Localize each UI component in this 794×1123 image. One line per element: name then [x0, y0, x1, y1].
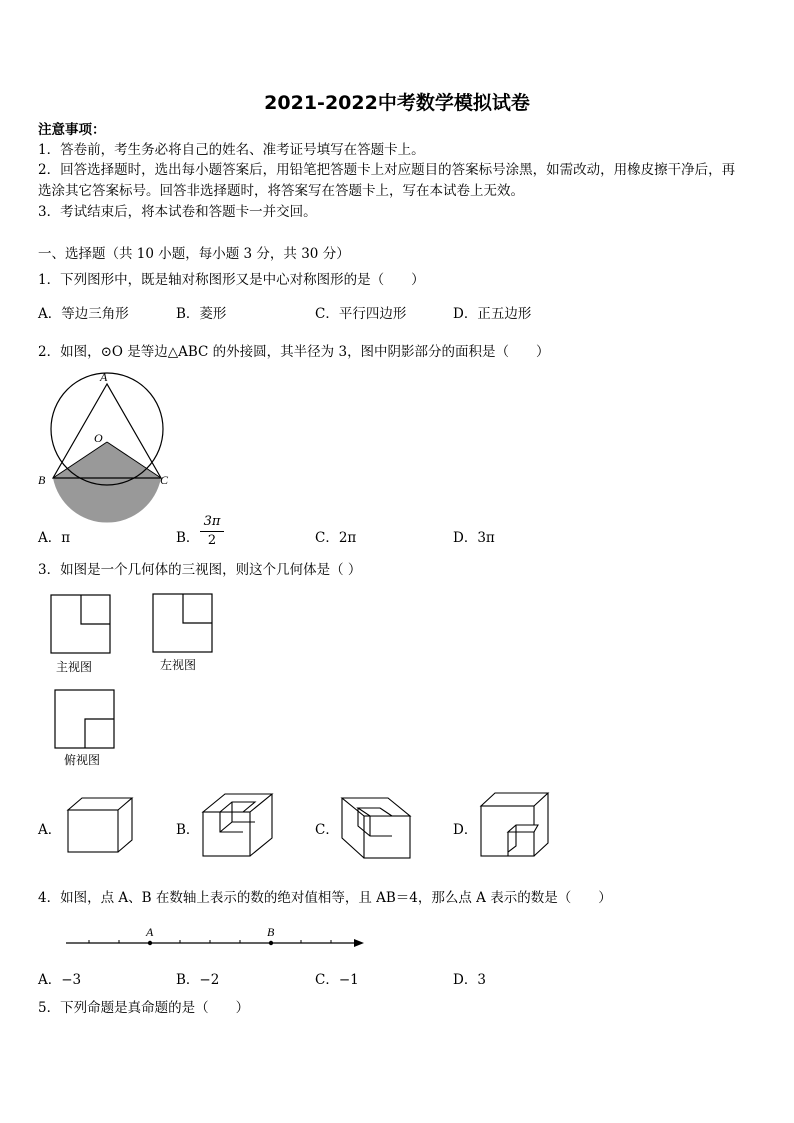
question-3-stem: 3．如图是一个几何体的三视图，则这个几何体是（ ）: [38, 562, 362, 578]
axis-label-a: A: [146, 925, 154, 939]
q4-option-b: B．−2: [176, 972, 220, 988]
notice-item-2-cont: 选涂其它答案标号。回答非选择题时，将答案写在答题卡上，写在本试卷上无效。: [38, 183, 524, 199]
number-line-figure: [62, 925, 372, 955]
q1-option-d: D．正五边形: [453, 306, 532, 322]
q3-option-a-cube: [66, 796, 136, 856]
label-c: C: [160, 473, 169, 487]
circle-triangle-figure: [36, 368, 176, 498]
section-heading: 一、选择题（共 10 小题，每小题 3 分，共 30 分）: [38, 246, 350, 262]
q2-option-b-fraction: [200, 513, 224, 550]
q2-option-c: C．2π: [315, 530, 357, 546]
q3-option-c-solid: [340, 794, 414, 860]
label-o: O: [94, 431, 103, 445]
notice-heading: 注意事项：: [38, 122, 106, 138]
side-view-caption: 左视图: [160, 658, 197, 672]
notice-item-2: 2．回答选择题时，选出每小题答案后，用铅笔把答题卡上对应题目的答案标号涂黑，如需改动，用橡皮擦干净后，再: [38, 162, 736, 178]
top-view-figure: [54, 689, 118, 749]
question-4-stem: 4．如图，点 A、B 在数轴上表示的数的绝对值相等，且 AB＝4，那么点 A 表示的数是（ ）: [38, 890, 612, 906]
q3-option-b-solid: [200, 790, 274, 858]
q3-option-b-label: B．: [176, 822, 200, 838]
q3-option-c-label: C．: [315, 822, 339, 838]
question-1-stem: 1．下列图形中，既是轴对称图形又是中心对称图形的是（ ）: [38, 272, 425, 288]
label-a: A: [100, 370, 108, 384]
q1-option-b: B．菱形: [176, 306, 227, 322]
page-title: 2021-2022中考数学模拟试卷: [264, 92, 530, 114]
q4-option-a: A．−3: [38, 972, 82, 988]
q2-option-a: A．π: [38, 530, 71, 546]
side-view-figure: [152, 593, 216, 653]
q2-option-b-prefix: B．: [176, 530, 200, 546]
q4-option-d: D．3: [453, 972, 486, 988]
q1-option-c: C．平行四边形: [315, 306, 407, 322]
fraction-denominator: 2: [207, 533, 217, 548]
q1-option-a: A．等边三角形: [38, 306, 129, 322]
question-5-stem: 5．下列命题是真命题的是（ ）: [38, 1000, 250, 1016]
top-view-caption: 俯视图: [64, 753, 101, 767]
q3-option-a-label: A．: [38, 822, 62, 838]
notice-item-1: 1．答卷前，考生务必将自己的姓名、准考证号填写在答题卡上。: [38, 142, 425, 158]
q3-option-d-solid: [478, 790, 552, 860]
q4-option-c: C．−1: [315, 972, 359, 988]
fraction-numerator: 3π: [200, 513, 224, 532]
front-view-figure: [50, 594, 114, 654]
question-2-stem: 2．如图，⊙O 是等边△ABC 的外接圆，其半径为 3，图中阴影部分的面积是（ ）: [38, 344, 550, 360]
notice-item-3: 3．考试结束后，将本试卷和答题卡一并交回。: [38, 204, 317, 220]
q3-option-d-label: D．: [453, 822, 478, 838]
front-view-caption: 主视图: [56, 660, 93, 674]
label-b: B: [38, 473, 46, 487]
q2-option-d: D．3π: [453, 530, 495, 546]
axis-label-b: B: [267, 925, 275, 939]
